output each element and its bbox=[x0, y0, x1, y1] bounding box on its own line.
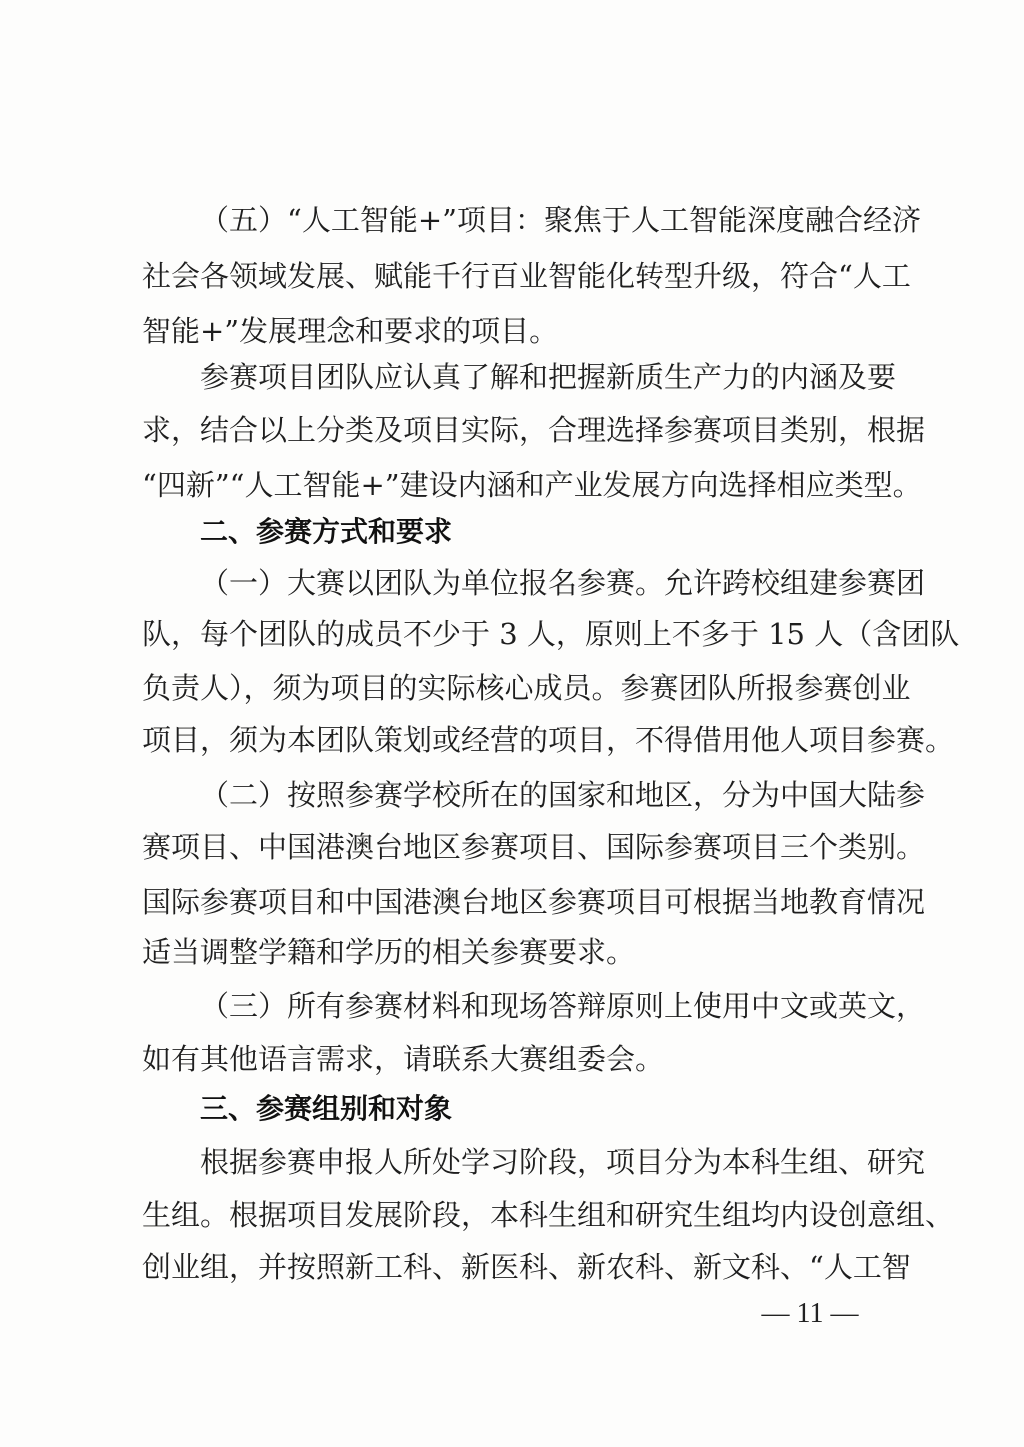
paragraph-line: （三）所有参赛材料和现场答辩原则上使用中文或英文， bbox=[200, 989, 926, 1023]
paragraph-line: 求，结合以上分类及项目实际，合理选择参赛项目类别，根据 bbox=[142, 413, 926, 447]
paragraph-line: 参赛项目团队应认真了解和把握新质生产力的内涵及要 bbox=[200, 360, 897, 394]
paragraph-line: 国际参赛项目和中国港澳台地区参赛项目可根据当地教育情况 bbox=[142, 885, 926, 919]
section-heading: 三、参赛组别和对象 bbox=[200, 1092, 453, 1125]
paragraph-line: 创业组，并按照新工科、新医科、新农科、新文科、“人工智 bbox=[142, 1250, 911, 1284]
paragraph-line: 社会各领域发展、赋能千行百业智能化转型升级，符合“人工 bbox=[142, 259, 911, 293]
paragraph-line: （五）“人工智能+”项目：聚焦于人工智能深度融合经济 bbox=[200, 203, 921, 237]
paragraph-line: 智能+”发展理念和要求的项目。 bbox=[142, 314, 559, 348]
paragraph-line: 赛项目、中国港澳台地区参赛项目、国际参赛项目三个类别。 bbox=[142, 830, 926, 864]
paragraph-line: 负责人），须为项目的实际核心成员。参赛团队所报参赛创业 bbox=[142, 671, 911, 705]
paragraph-line: 项目，须为本团队策划或经营的项目，不得借用他人项目参赛。 bbox=[142, 723, 955, 757]
paragraph-line: 适当调整学籍和学历的相关参赛要求。 bbox=[142, 935, 636, 969]
section-heading: 二、参赛方式和要求 bbox=[200, 515, 453, 548]
paragraph-line: 生组。根据项目发展阶段，本科生组和研究生组均内设创意组、 bbox=[142, 1198, 955, 1232]
paragraph-line: “四新”“人工智能+”建设内涵和产业发展方向选择相应类型。 bbox=[142, 468, 922, 502]
paragraph-line: 队，每个团队的成员不少于 3 人，原则上不多于 15 人（含团队 bbox=[142, 617, 960, 651]
paragraph-line: （一）大赛以团队为单位报名参赛。允许跨校组建参赛团 bbox=[200, 566, 926, 600]
paragraph-line: 根据参赛申报人所处学习阶段，项目分为本科生组、研究 bbox=[200, 1145, 926, 1179]
paragraph-line: （二）按照参赛学校所在的国家和地区，分为中国大陆参 bbox=[200, 778, 926, 812]
page-number: — 11 — bbox=[761, 1298, 859, 1329]
paragraph-line: 如有其他语言需求，请联系大赛组委会。 bbox=[142, 1042, 665, 1076]
